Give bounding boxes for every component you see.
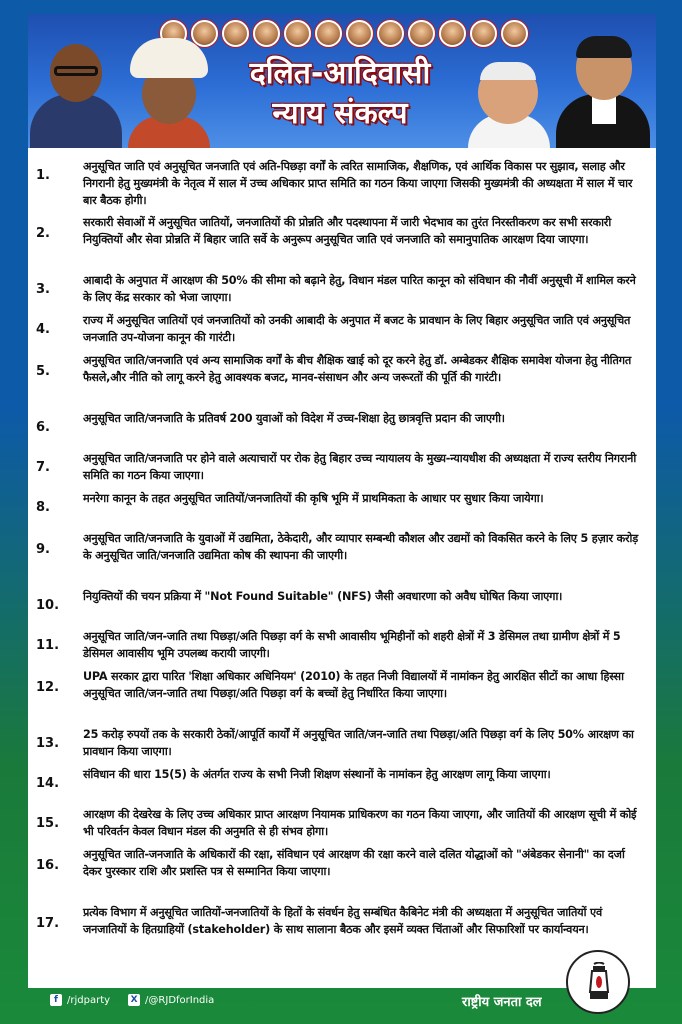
- item-number: 12.: [36, 680, 60, 695]
- item-text: संविधान की धारा 15(5) के अंतर्गत राज्य के सभी निजी शिक्षण संस्थानों के नामांकन हेतु आरक्षण लागू किया जाएगा।: [83, 768, 551, 781]
- item-number: 1.: [36, 168, 50, 183]
- item-number: 8.: [36, 500, 50, 515]
- tejashwi-yadav-portrait: [552, 36, 654, 148]
- ambedkar-portrait: [30, 44, 122, 148]
- leader-portrait: [222, 20, 249, 47]
- leader-portrait: [253, 20, 280, 47]
- leader-portrait: [377, 20, 404, 47]
- item-text: 25 करोड़ रुपयों तक के सरकारी ठेकों/आपूर्ति कार्यों में अनुसूचित जाति/जन-जाति तथा पिछड़ा/अति पिछड़ा वर्ग के लिए 50% आरक्षण का प्रावधान किया जाएगा।: [83, 728, 634, 758]
- leader-portrait: [346, 20, 373, 47]
- item-number: 7.: [36, 460, 50, 475]
- leaders-portrait-row: [160, 20, 528, 47]
- item-number: 13.: [36, 736, 60, 751]
- item-number: 2.: [36, 226, 50, 241]
- poster-title: [220, 54, 460, 138]
- item-text: अनुसूचित जाति-जनजाति के अधिकारों की रक्षा, संविधान एवं आरक्षण की रक्षा करने वाले दलित योद्धाओं को "अंबेडकर सेनानी" का दर्जा देकर पुरस्कार राशि और प्रशस्ति पत्र से सम्मानित किया जाएगा।: [83, 848, 625, 878]
- item-text: आरक्षण की देखरेख के लिए उच्च अधिकार प्राप्त आरक्षण नियामक प्राधिकरण का गठन किया जाएगा, और जातियों की आरक्षण सूची में कोई भी परिवर्तन केवल विधान मंडल की अनुमति से ही संभव होगा।: [83, 808, 637, 838]
- facebook-icon: f: [50, 994, 62, 1006]
- leader-portrait: [501, 20, 528, 47]
- item-text: अनुसूचित जाति एवं अनुसूचित जनजाति एवं अति-पिछड़ा वर्गों के त्वरित सामाजिक, शैक्षणिक, एवं आर्थिक विकास पर सुझाव, सलाह और निगरानी हेतु मुख्यमंत्री के नेतृत्व में साल में उच्च अधिकार प्राप्त समिति का गठन किया जाएगा जिसकी मुख्यमंत्री की अध्यक्षता में साल में चार बार बैठक होगी।: [83, 160, 633, 207]
- birsa-munda-portrait: [124, 38, 214, 148]
- item-text: अनुसूचित जाति/जनजाति के प्रतिवर्ष 200 युवाओं को विदेश में उच्च-शिक्षा हेतु छात्रवृत्ति प्रदान की जाएगी।: [83, 412, 505, 425]
- item-number: 4.: [36, 322, 50, 337]
- item-number: 3.: [36, 282, 50, 297]
- item-text: नियुक्तियों की चयन प्रक्रिया में "Not Found Suitable" (NFS) जैसी अवधारणा को अवैध घोषित किया जाएगा।: [83, 590, 563, 603]
- title-line-2: न्याय संकल्प: [272, 96, 408, 131]
- item-text: आबादी के अनुपात में आरक्षण की 50% की सीमा को बढ़ाने हेतु, विधान मंडल पारित कानून को संविधान की नौवीं अनुसूची में शामिल करने के लिए केंद्र सरकार को भेजा जाएगा।: [83, 274, 636, 304]
- item-number: 11.: [36, 638, 60, 653]
- item-text: अनुसूचित जाति/जनजाति के युवाओं में उद्यमिता, ठेकेदारी, और व्यापार सम्बन्धी कौशल और उद्यमों को विकसित करने के लिए 5 हज़ार करोड़ के अनुसूचित जाति/जनजाति उद्यमिता कोष की स्थापना की जाएगी।: [83, 532, 639, 562]
- leader-portrait: [315, 20, 342, 47]
- party-logo: [566, 950, 630, 1014]
- item-text: अनुसूचित जाति/जनजाति पर होने वाले अत्याचारों पर रोक हेतु बिहार उच्च न्यायालय के मुख्य-न्यायधीश की अध्यक्षता में राज्य स्तरीय निगरानी समिति का गठन किया जाएगा।: [83, 452, 637, 482]
- leader-portrait: [470, 20, 497, 47]
- header-banner: [28, 14, 656, 148]
- item-number: 15.: [36, 816, 60, 831]
- party-name: राष्ट्रीय जनता दल: [462, 995, 542, 1010]
- lantern-icon: [588, 962, 610, 1002]
- item-number: 16.: [36, 858, 60, 873]
- item-text: राज्य में अनुसूचित जातियों एवं जनजातियों को उनकी आबादी के अनुपात में बजट के प्रावधान के लिए बिहार अनुसूचित जाति एवं अनुसूचित जनजाति उप-योजना कानून की गारंटी।: [83, 314, 631, 344]
- x-link[interactable]: [128, 994, 214, 1006]
- leader-portrait: [408, 20, 435, 47]
- item-text: UPA सरकार द्वारा पारित 'शिक्षा अधिकार अधिनियम' (2010) के तहत निजी विद्यालयों में नामांकन हेतु आरक्षित सीटों का आधा हिस्सा अनुसूचित जाति/जन-जाति तथा पिछड़ा/अति पिछड़ा वर्ग के बच्चों हेतु निर्धारित किया जाएगा।: [83, 670, 624, 700]
- item-number: 14.: [36, 776, 60, 791]
- item-number: 6.: [36, 420, 50, 435]
- x-icon: X: [128, 994, 140, 1006]
- item-number: 17.: [36, 916, 60, 931]
- facebook-link[interactable]: [50, 994, 110, 1006]
- item-number: 9.: [36, 542, 50, 557]
- title-line-1: दलित-आदिवासी: [249, 56, 431, 91]
- facebook-handle: /rjdparty: [67, 994, 111, 1006]
- item-text: मनरेगा कानून के तहत अनुसूचित जातियों/जनजातियों की कृषि भूमि में प्राथमिकता के आधार पर सुधार किया जायेगा।: [83, 492, 544, 505]
- item-number: 10.: [36, 598, 60, 613]
- leader-portrait: [284, 20, 311, 47]
- item-text: अनुसूचित जाति/जन-जाति तथा पिछड़ा/अति पिछड़ा वर्ग के सभी आवासीय भूमिहीनों को शहरी क्षेत्रों में 3 डेसिमल तथा ग्रामीण क्षेत्रों में 5 डेसिमल आवासीय भूमि उपलब्ध करायी जाएगी।: [83, 630, 621, 660]
- manifesto-poster: [28, 14, 656, 988]
- social-links: [50, 994, 214, 1006]
- leader-portrait: [439, 20, 466, 47]
- x-handle: /@RJDforIndia: [145, 994, 215, 1006]
- item-text: सरकारी सेवाओं में अनुसूचित जातियों, जनजातियों की प्रोन्नति और पदस्थापना में जारी भेदभाव का तुरंत निरस्तीकरण कर सभी सरकारी नियुक्तियों और सेवा प्रोन्नति में बिहार जाति सर्वे के अनुरूप अनुसूचित जाति एवं जनजाति को समानुपातिक आरक्षण दिया जाएगा।: [83, 216, 612, 246]
- item-number: 5.: [36, 364, 50, 379]
- lalu-yadav-portrait: [464, 62, 554, 148]
- item-text: अनुसूचित जाति/जनजाति एवं अन्य सामाजिक वर्गों के बीच शैक्षिक खाई को दूर करने हेतु डॉ. अम्बेडकर शैक्षिक समावेश योजना हेतु नीतिगत फैसले,और नीति को लागू करने हेतु आवश्यक बजट, मानव-संसाधन और अन्य जरूरतों की पूर्ति की गारंटी।: [83, 354, 632, 384]
- item-text: प्रत्येक विभाग में अनुसूचित जातियों-जनजातियों के हितों के संवर्धन हेतु सम्बंधित कैबिनेट मंत्री की अध्यक्षता में अनुसूचित जातियों एवं जनजातियों के हितग्राहियों (stakeholder) के साथ सालाना बैठक और इसमें व्यक्त चिंताओं और सिफारिशों पर कार्यान्वयन।: [83, 906, 603, 936]
